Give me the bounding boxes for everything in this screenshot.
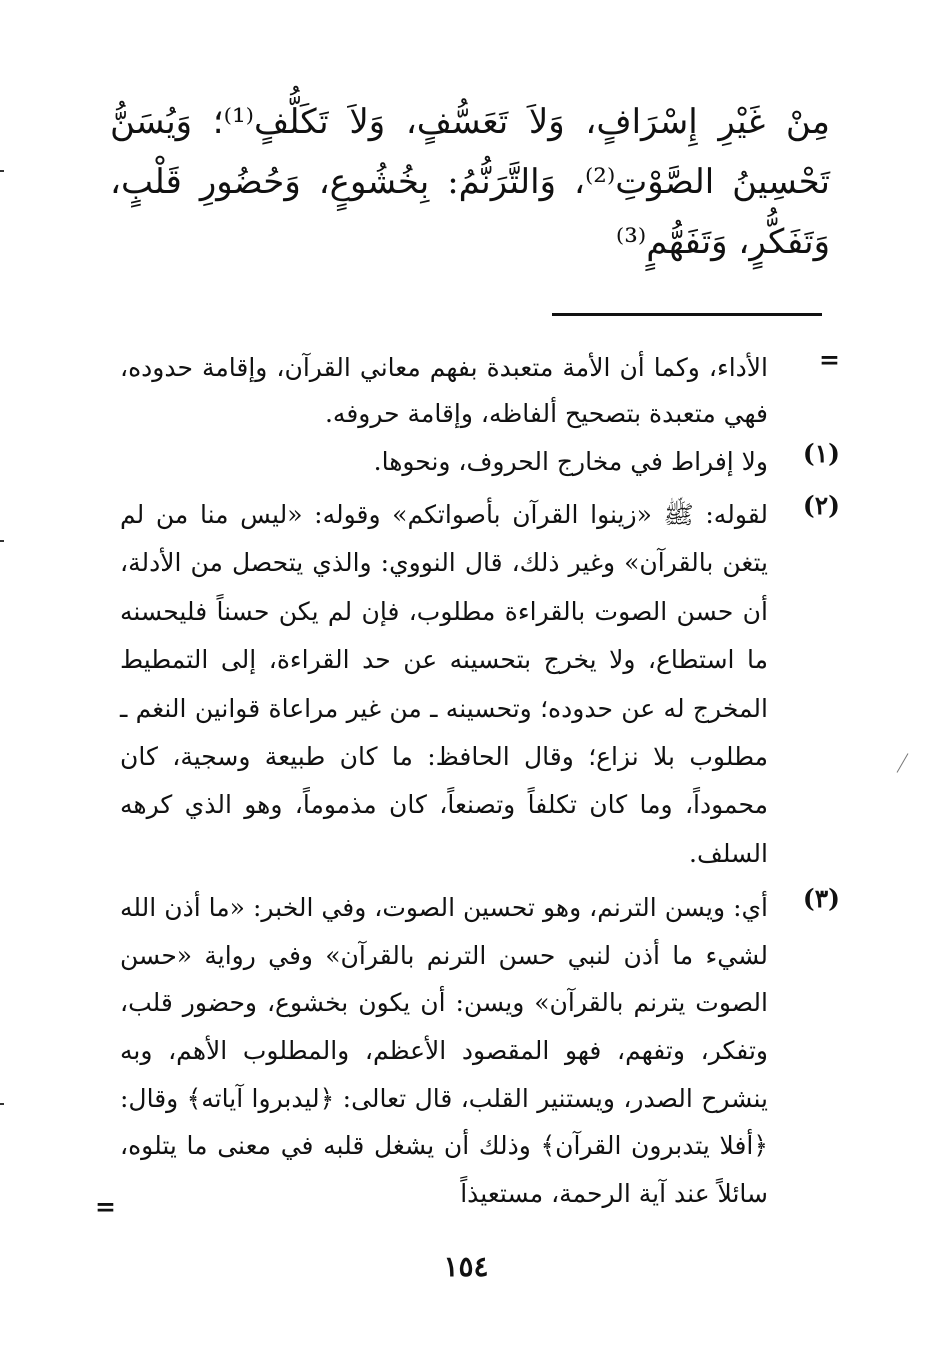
main-text-paragraph: مِنْ غَيْرِ إِسْرَافٍ، وَلاَ تَعَسُّفٍ، وَلاَ تَكَلُّفٍ⁽¹⁾؛ وَيُسَنُّ تَحْسِينُ الصَّوْتِ⁽²⁾، وَالتَّرَنُّمُ: بِخُشُوعٍ، وَحُضُورِ قَلْبٍ، وَتَفَكُّرٍ، وَتَفَهُّمٍ⁽³⁾: [110, 102, 831, 262]
scan-speck: [897, 753, 909, 773]
footnote-continuation: [120, 345, 840, 437]
footnotes-section: [120, 345, 840, 1221]
scan-edge-mark: [0, 540, 4, 542]
page-number: ١٥٤: [443, 1250, 489, 1283]
footnote-1-text: ولا إفراط في مخارج الحروف، ونحوها.: [373, 447, 768, 476]
footnote-3-marker: (٣): [802, 884, 840, 914]
main-text-block: [110, 92, 830, 272]
footnote-1: [120, 439, 840, 485]
footnote-continuation-text: الأداء، وكما أن الأمة متعبدة بفهم معاني القرآن، وإقامة حدوده، فهي متعبدة بتصحيح ألفاظه، وإقامة حروفه.: [120, 353, 768, 428]
footnote-2-marker: (٢): [802, 491, 840, 520]
scan-edge-mark: [0, 1103, 4, 1105]
scan-edge-mark: [0, 170, 4, 172]
footnote-continuation-marker: =: [819, 345, 840, 374]
footnote-continues-marker: =: [95, 1192, 116, 1221]
footnote-2-text: لقوله: ﷺ «زينوا القرآن بأصواتكم» وقوله: «ليس منا من لم يتغن بالقرآن» وغير ذلك، قال النووي: والذي يتحصل من الأدلة، أن حسن الصوت بالقراءة مطلوب، فإن لم يكن حسناً فليحسنه ما استطاع، ولا يخرج بتحسينه عن حد القراءة، إلى التمطيط المخرج له عن حدوده؛ وتحسينه ـ من غير مراعاة قوانين النغم ـ مطلوب بلا نزاع؛ وقال الحافظ: ما كان طبيعة وسجية، كان محموداً، وما كان تكلفاً وتصنعاً، كان مذموماً، وهو الذي كرهه السلف.: [120, 500, 768, 868]
footnote-3: [120, 884, 840, 1217]
footnote-1-marker: (١): [802, 439, 840, 468]
footnote-separator-line: [552, 313, 822, 316]
footnote-2: [120, 491, 840, 878]
footnote-3-text: أي: ويسن الترنم، وهو تحسين الصوت، وفي الخبر: «ما أذن الله لشيء ما أذن لنبي حسن الترنم بالقرآن» وفي رواية «حسن الصوت يترنم بالقرآن» ويسن: أن يكون بخشوع، وحضور قلب، وتفكر، وتفهم، فهو المقصود الأعظم، والمطلوب الأهم، وبه ينشرح الصدر، ويستنير القلب، قال تعالى: ﴿ليدبروا آياته﴾ وقال: ﴿أفلا يتدبرون القرآن﴾ وذلك أن يشغل قلبه في معنى ما يتلوه، سائلاً عند آية الرحمة، مستعيذاً: [120, 893, 768, 1208]
